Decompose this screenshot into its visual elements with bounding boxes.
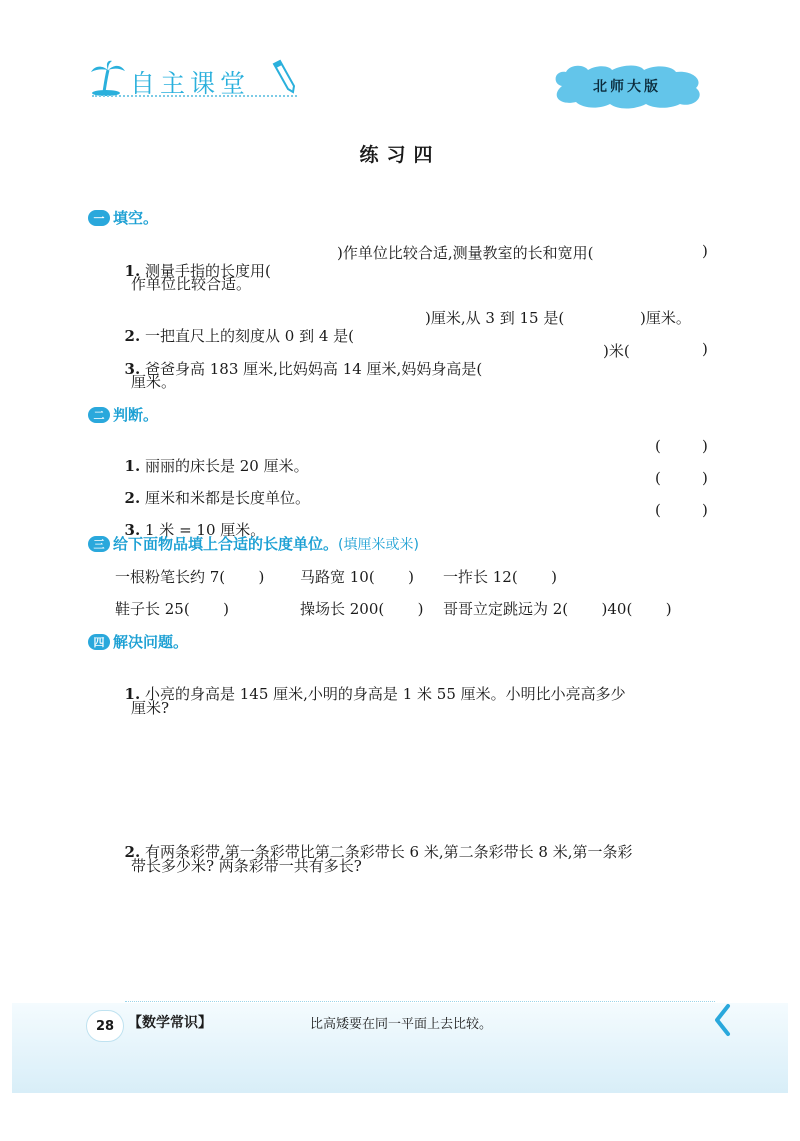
judge-answer-3-close: ) <box>702 501 708 519</box>
solve-question-2: 2. 有两条彩带,第一条彩带比第二条彩带长 6 米,第二条彩带长 8 米,第一条彩 <box>124 843 633 861</box>
section-note: (填厘米或米) <box>338 536 419 553</box>
section-badge: 四 <box>88 634 110 650</box>
unit-item-chalk: 一根粉笔长约 7( ) <box>115 568 265 586</box>
tip-text: 比高矮要在同一平面上去比较。 <box>310 1017 493 1032</box>
fill-question-2-b: )厘米,从 3 到 15 是( <box>425 309 565 327</box>
solve-question-2-cont: 带长多少米? 两条彩带一共有多长? <box>131 857 362 875</box>
chevron-left-icon <box>712 1003 732 1037</box>
edition-badge: 北师大版 <box>593 79 661 95</box>
header-underline <box>92 95 297 97</box>
fill-question-1-b: )作单位比较合适,测量教室的长和宽用( <box>337 244 594 262</box>
section-units-heading <box>88 533 419 554</box>
fill-question-3: 3. 爸爸身高 183 厘米,比妈妈高 14 厘米,妈妈身高是( <box>124 360 483 378</box>
page-title: 练习四 <box>359 144 441 166</box>
solve-question-1: 1. 小亮的身高是 145 厘米,小明的身高是 1 米 55 厘米。小明比小亮高多少 <box>124 685 626 703</box>
judge-answer-2-close: ) <box>702 469 708 487</box>
fill-question-2-c: )厘米。 <box>640 309 691 327</box>
fill-question-1-c: ) <box>702 242 708 260</box>
fill-question-1: 1. 测量手指的长度用( <box>124 262 271 280</box>
unit-item-jump: 哥哥立定跳远为 2( )40( ) <box>443 600 672 618</box>
unit-item-road: 马路宽 10( ) <box>300 568 414 586</box>
judge-answer-3-open: ( <box>655 501 661 519</box>
tip-label: 【数学常识】 <box>128 1015 212 1031</box>
palm-tree-icon <box>88 58 128 98</box>
solve-question-1-cont: 厘米? <box>131 699 170 717</box>
section-title: 解决问题。 <box>113 633 189 651</box>
fill-question-3-b: )米( <box>603 342 630 360</box>
section-badge: 一 <box>88 210 110 226</box>
judge-answer-1-open: ( <box>655 437 661 455</box>
unit-item-field: 操场长 200( ) <box>300 600 424 618</box>
pencil-icon <box>268 58 298 94</box>
section-solve-heading <box>88 631 188 652</box>
unit-item-span: 一拃长 12( ) <box>443 568 557 586</box>
section-badge: 二 <box>88 407 110 423</box>
section-fill-heading <box>88 207 158 228</box>
header-title: 自主课堂 <box>130 69 251 98</box>
section-title: 填空。 <box>113 209 159 227</box>
unit-item-shoe: 鞋子长 25( ) <box>115 600 229 618</box>
section-badge: 三 <box>88 536 110 552</box>
fill-question-3-d: 厘米。 <box>131 373 177 391</box>
judge-question-3: 3. 1 米 = 10 厘米。 <box>124 521 266 539</box>
judge-question-2: 2. 厘米和米都是长度单位。 <box>124 489 311 507</box>
section-title: 给下面物品填上合适的长度单位。 <box>113 535 339 553</box>
page-number: 28 <box>86 1010 124 1042</box>
section-judge-heading <box>88 404 158 425</box>
section-title: 判断。 <box>113 406 159 424</box>
fill-question-1-d: 作单位比较合适。 <box>131 275 252 293</box>
footer-divider <box>125 1001 715 1002</box>
fill-question-3-c: ) <box>702 340 708 358</box>
judge-answer-2-open: ( <box>655 469 661 487</box>
judge-answer-1-close: ) <box>702 437 708 455</box>
fill-question-2: 2. 一把直尺上的刻度从 0 到 4 是( <box>124 327 355 345</box>
judge-question-1: 1. 丽丽的床长是 20 厘米。 <box>124 457 309 475</box>
